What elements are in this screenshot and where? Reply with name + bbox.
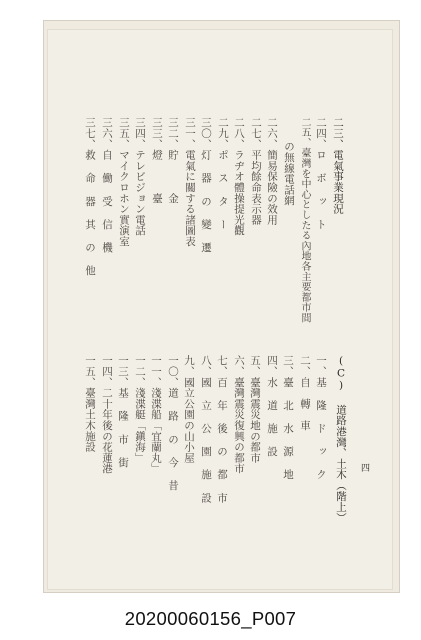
lower-item-7: 七、百 年 後 の 都 市 <box>216 355 228 503</box>
upper-item-25-continued: の無線電話網 <box>283 141 295 206</box>
lower-item-10: 一〇、道 路 の 今 昔 <box>167 355 179 491</box>
lower-item-4: 四、水 道 施 設 <box>266 355 278 457</box>
upper-item-37: 三七、救 命 器 其 の 他 <box>84 117 96 276</box>
upper-item-29: 二九、ポ ス タ ー <box>217 117 229 230</box>
upper-item-25: 二五、臺灣を中心としたる內地各主要都市間 <box>299 117 310 323</box>
upper-item-30: 三〇、灯 器 の 變 遷 <box>200 117 212 253</box>
upper-item-35: 三五、マイクロホン實演室 <box>118 117 130 247</box>
lower-item-11: 一一、淺渫船「宜蘭丸」 <box>150 355 162 474</box>
upper-item-23: 二三、電氣事業現況 <box>332 117 344 215</box>
lower-item-6: 六、臺灣震災復興の都市 <box>233 355 245 474</box>
upper-item-34: 三四、テレビジョン電話 <box>134 117 146 236</box>
upper-item-26: 二六、簡易保險の效用 <box>266 117 278 225</box>
page-number: 四 <box>359 463 369 473</box>
lower-item-3: 三、臺 北 水 源 地 <box>282 355 294 480</box>
document-page <box>47 29 393 590</box>
lower-item-8: 八、國 立 公 園 施 設 <box>200 355 212 503</box>
lower-item-15: 一五、臺灣土木施設 <box>84 355 96 453</box>
section-c-heading: (C) 道路港灣、土木（階上） <box>335 355 347 523</box>
lower-item-5: 五、臺灣震災地の都市 <box>249 355 261 463</box>
upper-item-24: 二四、ロ ボ ッ ト <box>315 117 327 230</box>
lower-item-1: 一、基 隆 ド ッ ク <box>315 355 327 480</box>
upper-item-27: 二七、平均餘命表示器 <box>250 117 262 225</box>
upper-item-36: 三六、自 働 受 信 機 <box>101 117 113 253</box>
lower-item-14: 一四、二十年後の花蓮港 <box>101 355 113 474</box>
image-caption: 20200060156_P007 <box>124 608 297 629</box>
upper-item-31: 三一、電氣に關する諸圖表 <box>184 117 196 247</box>
lower-item-12: 一二、淺渫艇「鎭海」 <box>134 355 146 463</box>
lower-item-9: 九、國立公園の山小屋 <box>183 355 195 463</box>
lower-item-13: 一三、基 隆 市 街 <box>117 355 129 468</box>
upper-item-28: 二八、ラヂオ體操提光觀 <box>233 117 245 236</box>
upper-item-32: 三二、貯 金 <box>167 117 179 204</box>
lower-item-2: 二、自 轉 車 <box>299 355 311 431</box>
upper-item-33: 三三、燈 臺 <box>151 117 163 204</box>
